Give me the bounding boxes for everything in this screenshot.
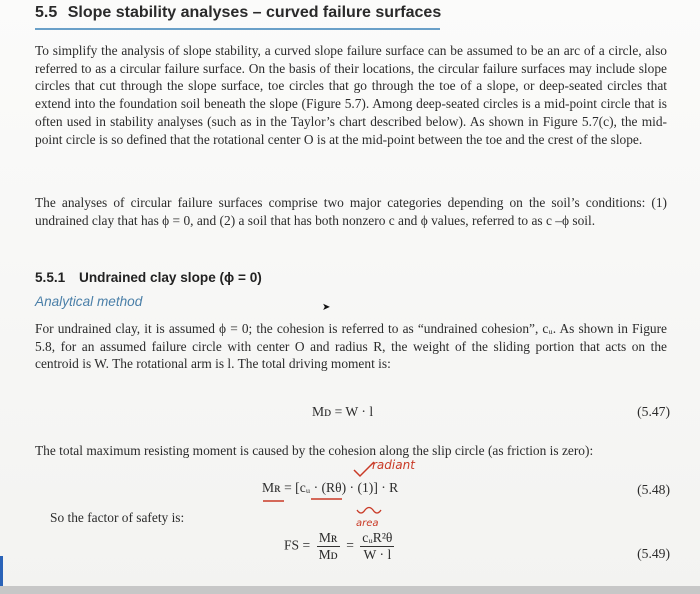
- title-underline: [35, 28, 440, 30]
- subsection-heading: [35, 270, 262, 285]
- equation-5-47: Mᴅ = W · l: [312, 404, 374, 419]
- paragraph-resisting: The total maximum resisting moment is caused by the cohesion along the slip circle (as friction is zero):: [35, 443, 594, 458]
- subsection-title: Undrained clay slope (ϕ = 0): [79, 270, 262, 285]
- handwritten-note-area: area: [356, 518, 379, 529]
- handwritten-underline-r-theta-icon: [310, 496, 344, 504]
- handwritten-note-radiant: radiant: [372, 458, 415, 472]
- section-title: [35, 4, 441, 22]
- method-heading: Analytical method: [35, 294, 143, 309]
- equation-number-5-47: (5.47): [637, 404, 670, 419]
- paragraph-categories: The analyses of circular failure surfaces comprise two major categories depending on the soil’s conditions: (1) undrained clay that has ϕ = 0, and (2) a soil that has both nonzero c and ϕ values, referred to as c –ϕ soil.: [35, 195, 667, 228]
- paragraph-intro: To simplify the analysis of slope stability, a curved slope failure surface can be assumed to be an arc of a circle, also referred to as a circular failure surface. On the basis of their locations, the circular failure surfaces may include slope circles that cut through the slope surface, toe circles that go through the toe of a slope, or deep-seated circles that extend into the foundation soil beneath the slope (Figure 5.7). Among deep-seated circles is a mid-point circle that is often used in stability analyses (such as in the Taylor’s chart described below). As shown in Figure 5.7(c), the mid-point circle is so defined that the rotational center O is at the mid-point between the toe and the crest of the slope.: [35, 43, 667, 147]
- handwritten-underline-icon: [262, 498, 286, 504]
- handwritten-wave-icon: [356, 506, 382, 518]
- fraction-cu-r2-theta: [360, 530, 394, 563]
- fraction-mr-md: [317, 530, 340, 563]
- mouse-cursor-icon: ➤: [322, 302, 331, 313]
- fraction-denominator: W · l: [363, 547, 392, 562]
- equation-number-5-49: (5.49): [637, 546, 670, 561]
- subsection-number: 5.5.1: [35, 270, 66, 285]
- fraction-numerator: Mʀ: [317, 530, 340, 547]
- equation-5-49: [284, 530, 397, 563]
- fs-lhs: FS =: [284, 537, 311, 553]
- section-title-text: Slope stability analyses – curved failure surfaces: [67, 4, 442, 21]
- fraction-denominator: Mᴅ: [318, 547, 338, 562]
- equation-5-48: Mʀ = [cᵤ · (Rθ) · (1)] · R: [262, 480, 399, 495]
- bottom-border: [0, 586, 700, 594]
- equals-sign: =: [346, 537, 354, 553]
- fos-label: So the factor of safety is:: [50, 510, 185, 525]
- paragraph-undrained: For undrained clay, it is assumed ϕ = 0; the cohesion is referred to as “undrained cohesion”, cᵤ. As shown in Figure 5.8, for an assumed failure circle with center O and radius R, the weight of the sliding portion that acts on the centroid is W. The rotational arm is l. The total driving moment is:: [35, 321, 667, 372]
- equation-number-5-48: (5.48): [637, 482, 670, 497]
- fraction-numerator: cᵤR²θ: [362, 530, 393, 545]
- section-number: 5.5: [35, 4, 58, 21]
- handwritten-check-icon: [352, 460, 376, 480]
